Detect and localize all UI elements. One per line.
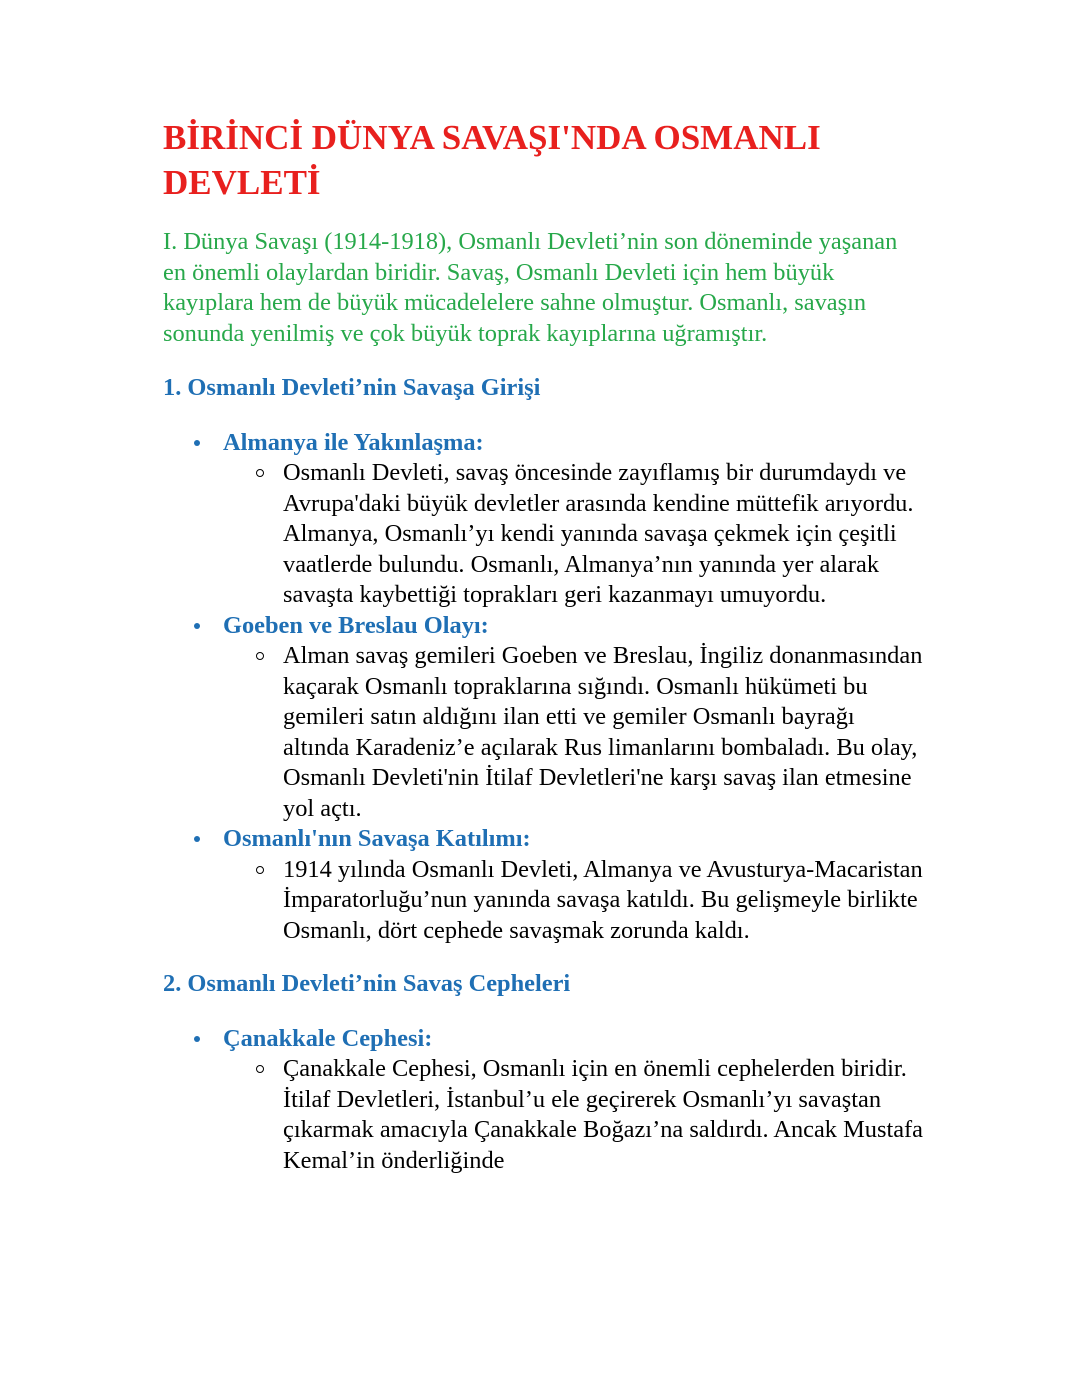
document-page (163, 115, 923, 1176)
sub-list-item-text: Alman savaş gemileri Goeben ve Breslau, İngiliz donanmasından kaçarak Osmanlı topraklarına sığındı. Osmanlı hükümeti bu gemileri satın aldığını ilan etti ve gemiler Osmanlı bayrağı altında Karadeniz’e açılarak Rus limanlarını bombaladı. Bu olay, Osmanlı Devleti'nin İtilaf Devletleri'ne karşı savaş ilan etmesine yol açtı. (283, 642, 923, 822)
sub-list-item (223, 1054, 923, 1176)
bullet-icon (194, 836, 200, 842)
document-title: BİRİNCİ DÜNYA SAVAŞI'NDA OSMANLI DEVLETİ (163, 118, 821, 202)
bullet-list (163, 1024, 923, 1177)
circle-bullet-icon (256, 866, 264, 874)
circle-bullet-icon (256, 1065, 264, 1073)
list-item-heading: Çanakkale Cephesi: (223, 1024, 433, 1052)
sub-list-item-text: Osmanlı Devleti, savaş öncesinde zayıflamış bir durumdaydı ve Avrupa'daki büyük devletler arasında kendine müttefik arıyordu. Almanya, Osmanlı’yı kendi yanında savaşa çekmek için çeşitli vaatlerde bulundu. Osmanlı, Almanya’nın yanında yer alarak savaşta kaybettiği toprakları geri kazanmayı umuyordu. (283, 459, 914, 608)
sub-list-item-text: 1914 yılında Osmanlı Devleti, Almanya ve Avusturya-Macaristan İmparatorluğu’nun yanında savaşa katıldı. Bu gelişmeyle birlikte Osmanlı, dört cephede savaşmak zorunda kaldı. (283, 855, 923, 944)
bullet-icon (194, 440, 200, 446)
circle-bullet-icon (256, 652, 264, 660)
list-item (163, 1024, 923, 1177)
list-item-heading: Almanya ile Yakınlaşma: (223, 428, 484, 456)
circle-bullet-icon (256, 469, 264, 477)
sub-list-item (223, 641, 923, 824)
intro-paragraph: I. Dünya Savaşı (1914-1918), Osmanlı Devleti’nin son döneminde yaşanan en önemli olaylardan biridir. Savaş, Osmanlı Devleti için hem büyük kayıplara hem de büyük mücadelelere sahne olmuştur. Osmanlı, savaşın sonunda yenilmiş ve çok büyük toprak kayıplarına uğramıştır. (163, 228, 898, 347)
section-heading: 1. Osmanlı Devleti’nin Savaşa Girişi (163, 374, 541, 401)
sub-list-item-text: Çanakkale Cephesi, Osmanlı için en önemli cephelerden biridir. İtilaf Devletleri, İstanbul’u ele geçirerek Osmanlı’yı savaştan çıkarmak amacıyla Çanakkale Boğazı’na saldırdı. Ancak Mustafa Kemal’in önderliğinde (283, 1055, 924, 1174)
section-heading: 2. Osmanlı Devleti’nin Savaş Cepheleri (163, 970, 571, 997)
bullet-list (163, 428, 923, 947)
list-item (163, 428, 923, 611)
sub-list-item (223, 458, 923, 611)
list-item-heading: Goeben ve Breslau Olayı: (223, 611, 489, 639)
list-item (163, 611, 923, 825)
bullet-icon (194, 623, 200, 629)
bullet-icon (194, 1036, 200, 1042)
sub-list-item (223, 855, 923, 947)
list-item-heading: Osmanlı'nın Savaşa Katılımı: (223, 825, 531, 852)
list-item (163, 824, 923, 946)
